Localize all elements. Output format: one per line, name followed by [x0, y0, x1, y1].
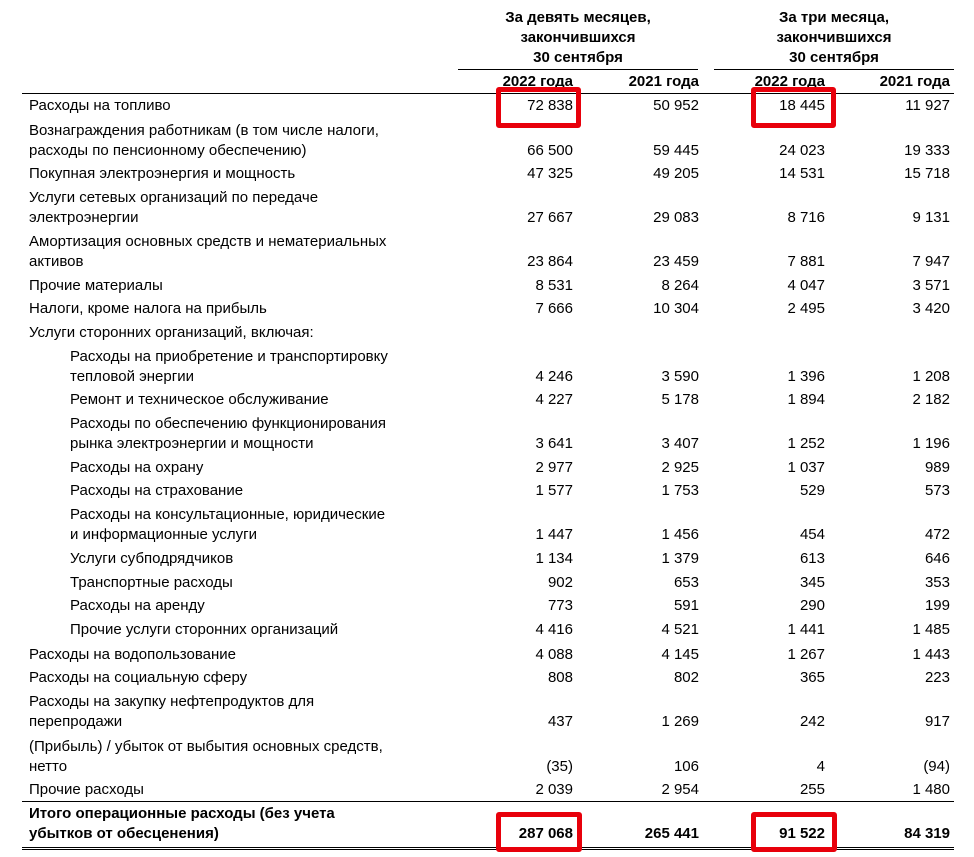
cell-9m-2022: 27 667 [527, 209, 573, 226]
cell-9m-2021: 5 178 [661, 391, 699, 408]
cell-9m-2022: 1 134 [535, 550, 573, 567]
cell-9m-2021: 802 [673, 669, 699, 686]
cell-9m-2022: 902 [547, 574, 573, 591]
cell-3m-2022: 454 [799, 526, 825, 543]
row-label: Расходы на приобретение и транспортировку тепловой энергии [70, 348, 388, 385]
cell-3m-2022: 365 [799, 669, 825, 686]
row-label: Налоги, кроме налога на прибыль [29, 300, 267, 317]
cell-9m-2021: 1 753 [661, 482, 699, 499]
cell-9m-2021: 49 205 [653, 165, 699, 182]
total-rule [22, 801, 954, 802]
cell-3m-2021: 353 [924, 574, 950, 591]
cell-3m-2022: 1 441 [787, 621, 825, 638]
cell-3m-2022: 8 716 [787, 209, 825, 226]
cell-3m-2022: 345 [799, 574, 825, 591]
row-label: Транспортные расходы [70, 574, 233, 591]
total-3m-2021: 84 319 [904, 825, 950, 842]
cell-9m-2022: 4 088 [535, 646, 573, 663]
cell-3m-2021: 19 333 [904, 142, 950, 159]
cell-9m-2022: 2 977 [535, 459, 573, 476]
cell-3m-2022: 14 531 [779, 165, 825, 182]
cell-3m-2021: 11 927 [905, 97, 950, 114]
total-3m-2022: 91 522 [779, 825, 825, 842]
row-label: Расходы на закупку нефтепродуктов для перепродажи [29, 693, 315, 730]
cell-9m-2022: 7 666 [535, 300, 573, 317]
cell-9m-2021: 106 [673, 758, 699, 775]
cell-9m-2022: 773 [547, 597, 573, 614]
cell-3m-2022: 255 [799, 781, 825, 798]
row-label: Расходы на социальную сферу [29, 669, 248, 686]
year-header: 2022 года [502, 73, 573, 90]
cell-3m-2022: 18 445 [779, 97, 825, 114]
cell-9m-2021: 2 925 [661, 459, 699, 476]
row-label: Ремонт и техническое обслуживание [70, 391, 329, 408]
cell-3m-2022: 24 023 [779, 142, 825, 159]
cell-3m-2022: 4 [816, 758, 825, 775]
cell-3m-2022: 1 267 [787, 646, 825, 663]
cell-3m-2021: (94) [923, 758, 950, 775]
cell-3m-2021: 472 [924, 526, 950, 543]
cell-3m-2021: 989 [924, 459, 950, 476]
highlight-box [751, 812, 837, 852]
cell-3m-2021: 1 208 [912, 368, 950, 385]
cell-9m-2021: 4 145 [661, 646, 699, 663]
header-line: закончившихся [520, 29, 636, 46]
cell-9m-2022: 1 447 [535, 526, 573, 543]
header-line: 30 сентября [789, 49, 879, 66]
cell-3m-2021: 646 [924, 550, 950, 567]
total-9m-2022: 287 068 [518, 825, 573, 842]
cell-3m-2021: 573 [924, 482, 950, 499]
year-header: 2021 года [879, 73, 950, 90]
cell-3m-2021: 15 718 [904, 165, 950, 182]
row-label: Расходы на консультационные, юридические и информационные услуги [70, 506, 386, 543]
cell-3m-2022: 613 [799, 550, 825, 567]
cell-3m-2021: 1 443 [912, 646, 950, 663]
header-underline [714, 69, 954, 70]
cell-3m-2021: 223 [924, 669, 950, 686]
row-label: Покупная электроэнергия и мощность [29, 165, 296, 182]
cell-3m-2022: 4 047 [787, 277, 825, 294]
header-line: За девять месяцев, [505, 9, 651, 26]
cell-9m-2022: 8 531 [535, 277, 573, 294]
row-label: Вознаграждения работникам (в том числе налоги, расходы по пенсионному обеспечению) [29, 122, 379, 159]
cell-3m-2021: 1 480 [912, 781, 950, 798]
cell-3m-2022: 1 252 [787, 435, 825, 452]
cell-9m-2021: 2 954 [661, 781, 699, 798]
cell-9m-2021: 4 521 [661, 621, 699, 638]
year-header: 2022 года [754, 73, 825, 90]
cell-9m-2021: 59 445 [653, 142, 699, 159]
row-label: Услуги сетевых организаций по передаче электроэнергии [29, 189, 319, 226]
cell-3m-2021: 9 131 [912, 209, 950, 226]
cell-3m-2022: 242 [799, 713, 825, 730]
cell-3m-2021: 917 [924, 713, 950, 730]
cell-9m-2022: 2 039 [535, 781, 573, 798]
cell-9m-2021: 591 [673, 597, 699, 614]
cell-9m-2022: 1 577 [535, 482, 573, 499]
cell-9m-2021: 1 379 [661, 550, 699, 567]
cell-9m-2022: 4 227 [535, 391, 573, 408]
highlight-box [496, 87, 581, 128]
cell-3m-2022: 2 495 [787, 300, 825, 317]
cell-3m-2021: 1 485 [912, 621, 950, 638]
cell-3m-2021: 199 [924, 597, 950, 614]
row-label: Прочие расходы [29, 781, 144, 798]
total-label: Итого операционные расходы (без учета убытков от обесценения) [29, 805, 335, 842]
cell-9m-2021: 653 [673, 574, 699, 591]
cell-3m-2021: 2 182 [912, 391, 950, 408]
total-9m-2021: 265 441 [644, 825, 699, 842]
cell-3m-2022: 1 037 [787, 459, 825, 476]
cell-9m-2021: 23 459 [653, 253, 699, 270]
row-label: Расходы по обеспечению функционирования рынка электроэнергии и мощности [70, 415, 386, 452]
cell-9m-2021: 8 264 [661, 277, 699, 294]
cell-9m-2021: 29 083 [653, 209, 699, 226]
cell-3m-2022: 7 881 [787, 253, 825, 270]
cell-3m-2021: 1 196 [912, 435, 950, 452]
cell-9m-2021: 1 269 [661, 713, 699, 730]
cell-9m-2022: 4 246 [535, 368, 573, 385]
header-line: 30 сентября [533, 49, 623, 66]
year-header: 2021 года [628, 73, 699, 90]
row-label: Расходы на страхование [70, 482, 244, 499]
header-three-months [714, 8, 954, 68]
cell-3m-2021: 3 420 [912, 300, 950, 317]
header-underline [458, 69, 698, 70]
cell-3m-2022: 529 [799, 482, 825, 499]
row-label: (Прибыль) / убыток от выбытия основных средств, нетто [29, 738, 383, 775]
header-line: закончившихся [776, 29, 892, 46]
row-label: Расходы на аренду [70, 597, 205, 614]
cell-3m-2021: 7 947 [912, 253, 950, 270]
cell-9m-2022: 23 864 [527, 253, 573, 270]
row-label: Расходы на водопользование [29, 646, 236, 663]
cell-9m-2021: 3 407 [661, 435, 699, 452]
row-label: Прочие услуги сторонних организаций [70, 621, 339, 638]
cell-3m-2022: 1 396 [787, 368, 825, 385]
highlight-box [751, 87, 836, 128]
row-label: Прочие материалы [29, 277, 163, 294]
row-label: Услуги сторонних организаций, включая: [29, 324, 314, 341]
row-label: Расходы на охрану [70, 459, 204, 476]
cell-9m-2022: 66 500 [527, 142, 573, 159]
cell-9m-2022: (35) [546, 758, 573, 775]
cell-9m-2021: 50 952 [653, 97, 699, 114]
cell-3m-2021: 3 571 [912, 277, 950, 294]
cell-9m-2022: 47 325 [527, 165, 573, 182]
cell-9m-2021: 3 590 [661, 368, 699, 385]
cell-9m-2021: 1 456 [661, 526, 699, 543]
cell-3m-2022: 1 894 [787, 391, 825, 408]
row-label: Услуги субподрядчиков [70, 550, 234, 567]
header-line: За три месяца, [778, 9, 890, 26]
row-label: Амортизация основных средств и нематериальных активов [29, 233, 387, 270]
cell-9m-2022: 4 416 [535, 621, 573, 638]
row-label: Расходы на топливо [29, 97, 171, 114]
cell-9m-2022: 72 838 [527, 97, 573, 114]
cell-9m-2022: 437 [547, 713, 573, 730]
cell-9m-2022: 808 [547, 669, 573, 686]
cell-3m-2022: 290 [799, 597, 825, 614]
highlight-box [496, 812, 582, 852]
cell-9m-2021: 10 304 [653, 300, 699, 317]
cell-9m-2022: 3 641 [535, 435, 573, 452]
header-nine-months [458, 8, 698, 68]
